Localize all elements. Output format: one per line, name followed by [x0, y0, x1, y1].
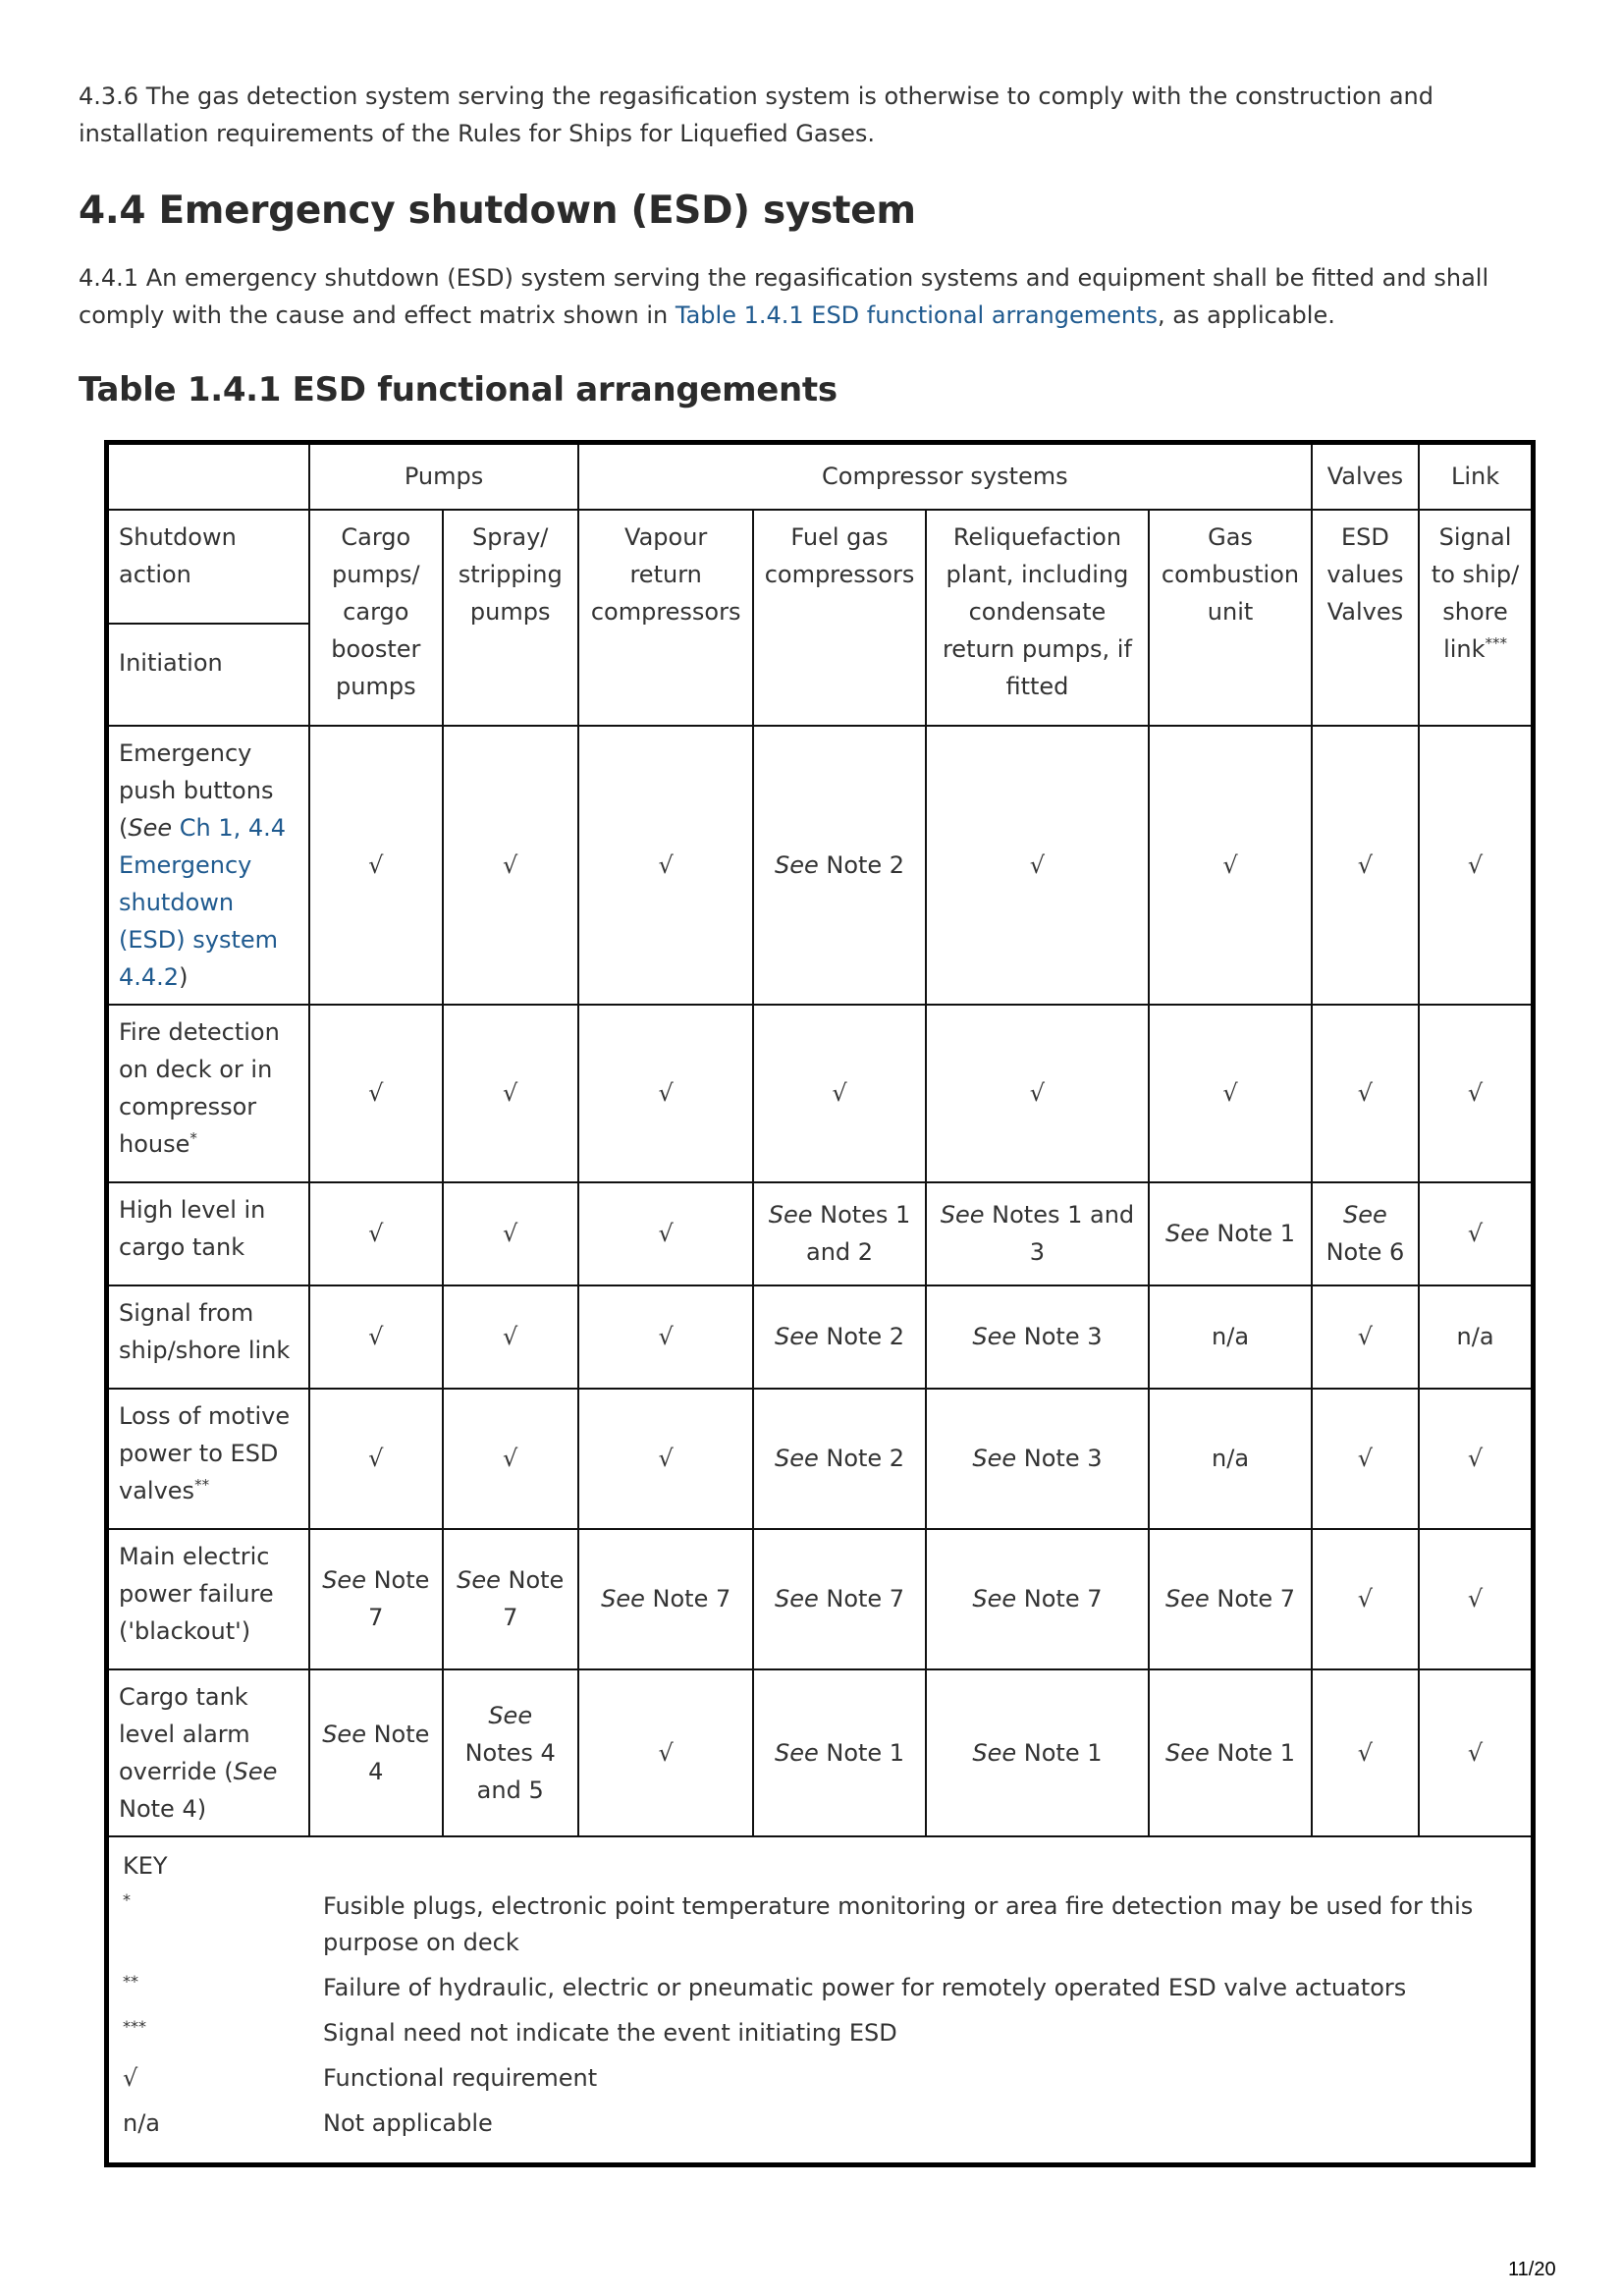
table-cell: √ [443, 1182, 578, 1285]
cell-note: Note 2 [826, 850, 905, 879]
see-word: See [128, 813, 173, 842]
table-cell: √ [443, 1389, 578, 1529]
key-title: KEY [123, 1851, 168, 1880]
see-word: See [972, 1585, 1017, 1613]
cell-note: Notes 4 and 5 [464, 1738, 556, 1804]
group-header-link: Link [1419, 443, 1533, 510]
table-cell [1149, 1669, 1311, 1836]
table-cell [1149, 1182, 1311, 1285]
see-word: See [972, 1445, 1017, 1472]
key-symbol: *** [123, 2016, 146, 2036]
row-label-main-power-failure: Main electric power failure ('blackout') [107, 1529, 310, 1669]
see-word: See [457, 1566, 501, 1594]
table-row [107, 1285, 1534, 1389]
cell-note: Note 1 [1216, 1220, 1296, 1247]
key-item [123, 2105, 1517, 2142]
key-symbol: * [123, 1889, 131, 1909]
section-heading-4-4: 4.4 Emergency shutdown (ESD) system [79, 189, 916, 233]
table-cell: √ [309, 1389, 442, 1529]
cell-note: Note 2 [826, 1445, 905, 1472]
table-cell [309, 1669, 442, 1836]
cell-note: Note 7 [368, 1566, 430, 1631]
table-cell [926, 1389, 1150, 1529]
column-header-fuel-gas: Fuel gas compressors [753, 510, 925, 726]
table-cell [578, 1529, 754, 1669]
corner-empty-cell [107, 443, 310, 510]
cell-note: Note 7 [1216, 1585, 1296, 1613]
table-cell [926, 1529, 1150, 1669]
cell-note: Note 7 [1023, 1585, 1103, 1613]
see-word: See [322, 1566, 366, 1594]
cell-note: Note 7 [826, 1585, 905, 1613]
see-word: See [322, 1720, 366, 1748]
table-cell [753, 726, 925, 1005]
esd-functional-table [104, 440, 1536, 2167]
table-cell: n/a [1149, 1389, 1311, 1529]
see-word: See [1164, 1585, 1210, 1613]
see-word: See [774, 1445, 819, 1472]
column-header-gas-combustion: Gas combustion unit [1149, 510, 1311, 726]
see-word: See [972, 1323, 1017, 1350]
cell-note: Note 2 [826, 1323, 905, 1350]
cell-note: Note 7 [503, 1566, 565, 1631]
row-label-sup: ** [194, 1475, 210, 1494]
table-cell: √ [443, 1005, 578, 1182]
cell-note: Note 3 [1023, 1445, 1103, 1472]
key-description: Functional requirement [323, 2063, 598, 2092]
row-label-fire-detection [107, 1005, 310, 1182]
see-word: See [601, 1585, 645, 1613]
paragraph-text-end: , as applicable. [1158, 301, 1335, 329]
row-label-emergency-push-buttons [107, 726, 310, 1005]
table-cell: √ [1419, 1529, 1533, 1669]
key-item [123, 2060, 1517, 2097]
corner-initiation-label: Initiation [119, 648, 223, 677]
key-symbol: √ [123, 2063, 138, 2092]
cell-note: Note 1 [1023, 1738, 1103, 1767]
table-row [107, 1389, 1534, 1529]
paragraph-4-4-1 [79, 259, 1541, 334]
group-header-valves: Valves [1312, 443, 1419, 510]
column-header-reliquefaction: Reliquefaction plant, including condensate return pumps, if fitted [926, 510, 1150, 726]
table-cell: √ [578, 726, 754, 1005]
group-header-pumps: Pumps [309, 443, 578, 510]
table-cell [753, 1285, 925, 1389]
key-description: Not applicable [323, 2108, 493, 2137]
key-row [107, 1836, 1534, 2165]
cell-note: Note 7 [652, 1585, 731, 1613]
row-label-level-alarm-override [107, 1669, 310, 1836]
row-label-text: Cargo tank level alarm override ( [119, 1682, 250, 1785]
table-cell: √ [578, 1005, 754, 1182]
see-word: See [1343, 1201, 1387, 1229]
link-header-sup: *** [1485, 633, 1508, 652]
key-section [107, 1836, 1534, 2165]
key-description: Failure of hydraulic, electric or pneumatic power for remotely operated ESD valve actuators [323, 1973, 1407, 2001]
cell-note: Note 4 [368, 1720, 430, 1785]
table-cell: √ [309, 1005, 442, 1182]
see-word: See [774, 850, 819, 879]
table-row [107, 1005, 1534, 1182]
see-word: See [1164, 1220, 1210, 1247]
table-row [107, 1529, 1534, 1669]
row-label-signal-ship-shore: Signal from ship/shore link [107, 1285, 310, 1389]
cell-note: Note 6 [1325, 1238, 1405, 1266]
key-item [123, 1888, 1517, 1961]
table-cell [926, 1669, 1150, 1836]
table-cell: √ [1149, 726, 1311, 1005]
table-cell: √ [1312, 726, 1419, 1005]
see-word: See [972, 1738, 1017, 1767]
paragraph-text: 4.4.1 An emergency shutdown (ESD) system serving the regasification systems and equipment shall be fitted and shall comply with the cause and effect matrix shown in [79, 264, 1489, 329]
table-cell: √ [1312, 1669, 1419, 1836]
key-description: Signal need not indicate the event initiating ESD [323, 2018, 897, 2047]
table-cell [753, 1669, 925, 1836]
corner-shutdown-label: Shutdown action [109, 511, 308, 625]
group-header-compressors: Compressor systems [578, 443, 1312, 510]
table-cell: √ [309, 1285, 442, 1389]
see-word: See [488, 1701, 533, 1729]
table-cell: √ [1312, 1005, 1419, 1182]
see-word: See [774, 1738, 819, 1767]
table-cell: √ [1312, 1529, 1419, 1669]
row-label-loss-of-motive-power [107, 1389, 310, 1529]
see-word: See [1164, 1738, 1210, 1767]
table-reference-link[interactable]: Table 1.4.1 ESD functional arrangements [675, 301, 1159, 329]
see-word: See [774, 1323, 819, 1350]
cross-reference-link[interactable]: Ch 1, 4.4 Emergency shutdown (ESD) system 4.4.2 [119, 813, 287, 991]
row-label-close: ) [179, 962, 189, 991]
cell-note: Note 1 [826, 1738, 905, 1767]
table-cell: √ [1149, 1005, 1311, 1182]
paragraph-4-3-6: 4.3.6 The gas detection system serving the regasification system is otherwise to comply with the construction and installation requirements of the Rules for Ships for Liquefied Gases. [79, 82, 1433, 147]
cell-note: Notes 1 and 2 [805, 1201, 911, 1266]
table-cell [1312, 1182, 1419, 1285]
see-word: See [940, 1201, 985, 1229]
table-cell: √ [309, 726, 442, 1005]
table-cell: √ [1312, 1285, 1419, 1389]
table-cell: √ [578, 1669, 754, 1836]
table-cell: √ [443, 1285, 578, 1389]
table-cell: √ [1312, 1389, 1419, 1529]
group-header-row [107, 443, 1534, 510]
key-description: Fusible plugs, electronic point temperature monitoring or area fire detection may be used for this purpose on deck [323, 1891, 1474, 1956]
table-cell: √ [578, 1182, 754, 1285]
table-cell: √ [1419, 1005, 1533, 1182]
cell-note: Note 1 [1216, 1738, 1296, 1767]
table-cell [926, 1182, 1150, 1285]
table-cell: √ [1419, 1669, 1533, 1836]
table-cell [1149, 1529, 1311, 1669]
row-label-text: Fire detection on deck or in compressor house [119, 1017, 280, 1158]
page-number: 11/20 [1508, 2259, 1556, 2280]
table-cell: √ [1419, 1182, 1533, 1285]
corner-cell [107, 510, 310, 726]
see-word: See [774, 1585, 819, 1613]
table-cell: √ [309, 1182, 442, 1285]
row-label-text: Loss of motive power to ESD valves [119, 1401, 291, 1504]
column-header-vapour-return: Vapour return compressors [578, 510, 754, 726]
row-label-sup: * [189, 1128, 197, 1147]
table-row [107, 1669, 1534, 1836]
table-row [107, 1182, 1534, 1285]
table-cell: √ [1419, 1389, 1533, 1529]
table-cell: √ [1419, 726, 1533, 1005]
table-cell [753, 1529, 925, 1669]
table-cell: n/a [1149, 1285, 1311, 1389]
table-title: Table 1.4.1 ESD functional arrangements [79, 370, 838, 410]
table-cell [753, 1389, 925, 1529]
table-row [107, 726, 1534, 1005]
key-item [123, 2015, 1517, 2051]
row-label-text-end: Note 4) [119, 1794, 207, 1823]
row-label-high-level: High level in cargo tank [107, 1182, 310, 1285]
cell-note: Notes 1 and 3 [992, 1201, 1135, 1266]
key-symbol: n/a [123, 2108, 161, 2137]
table-cell: √ [578, 1285, 754, 1389]
table-cell: n/a [1419, 1285, 1533, 1389]
table-cell: √ [578, 1389, 754, 1529]
column-header-row [107, 510, 1534, 637]
see-word: See [233, 1757, 278, 1785]
table-cell: √ [753, 1005, 925, 1182]
row-label-text: Emergency push buttons ( [119, 738, 274, 842]
table-cell: √ [443, 726, 578, 1005]
table-cell [926, 1285, 1150, 1389]
column-header-spray-pumps: Spray/ stripping pumps [443, 510, 578, 726]
table-cell [309, 1529, 442, 1669]
table-cell [443, 1669, 578, 1836]
table-cell: √ [926, 1005, 1150, 1182]
see-word: See [768, 1201, 813, 1229]
column-header-ship-shore-link [1419, 510, 1533, 726]
link-header-text: Signal to ship/ shore link [1431, 522, 1520, 663]
column-header-cargo-pumps: Cargo pumps/ cargo booster pumps [309, 510, 442, 726]
key-symbol: ** [123, 1971, 138, 1991]
table-cell [443, 1529, 578, 1669]
table-cell [753, 1182, 925, 1285]
table-cell: √ [926, 726, 1150, 1005]
cell-note: Note 3 [1023, 1323, 1103, 1350]
column-header-esd-valves: ESD values Valves [1312, 510, 1419, 726]
key-item [123, 1970, 1517, 2006]
